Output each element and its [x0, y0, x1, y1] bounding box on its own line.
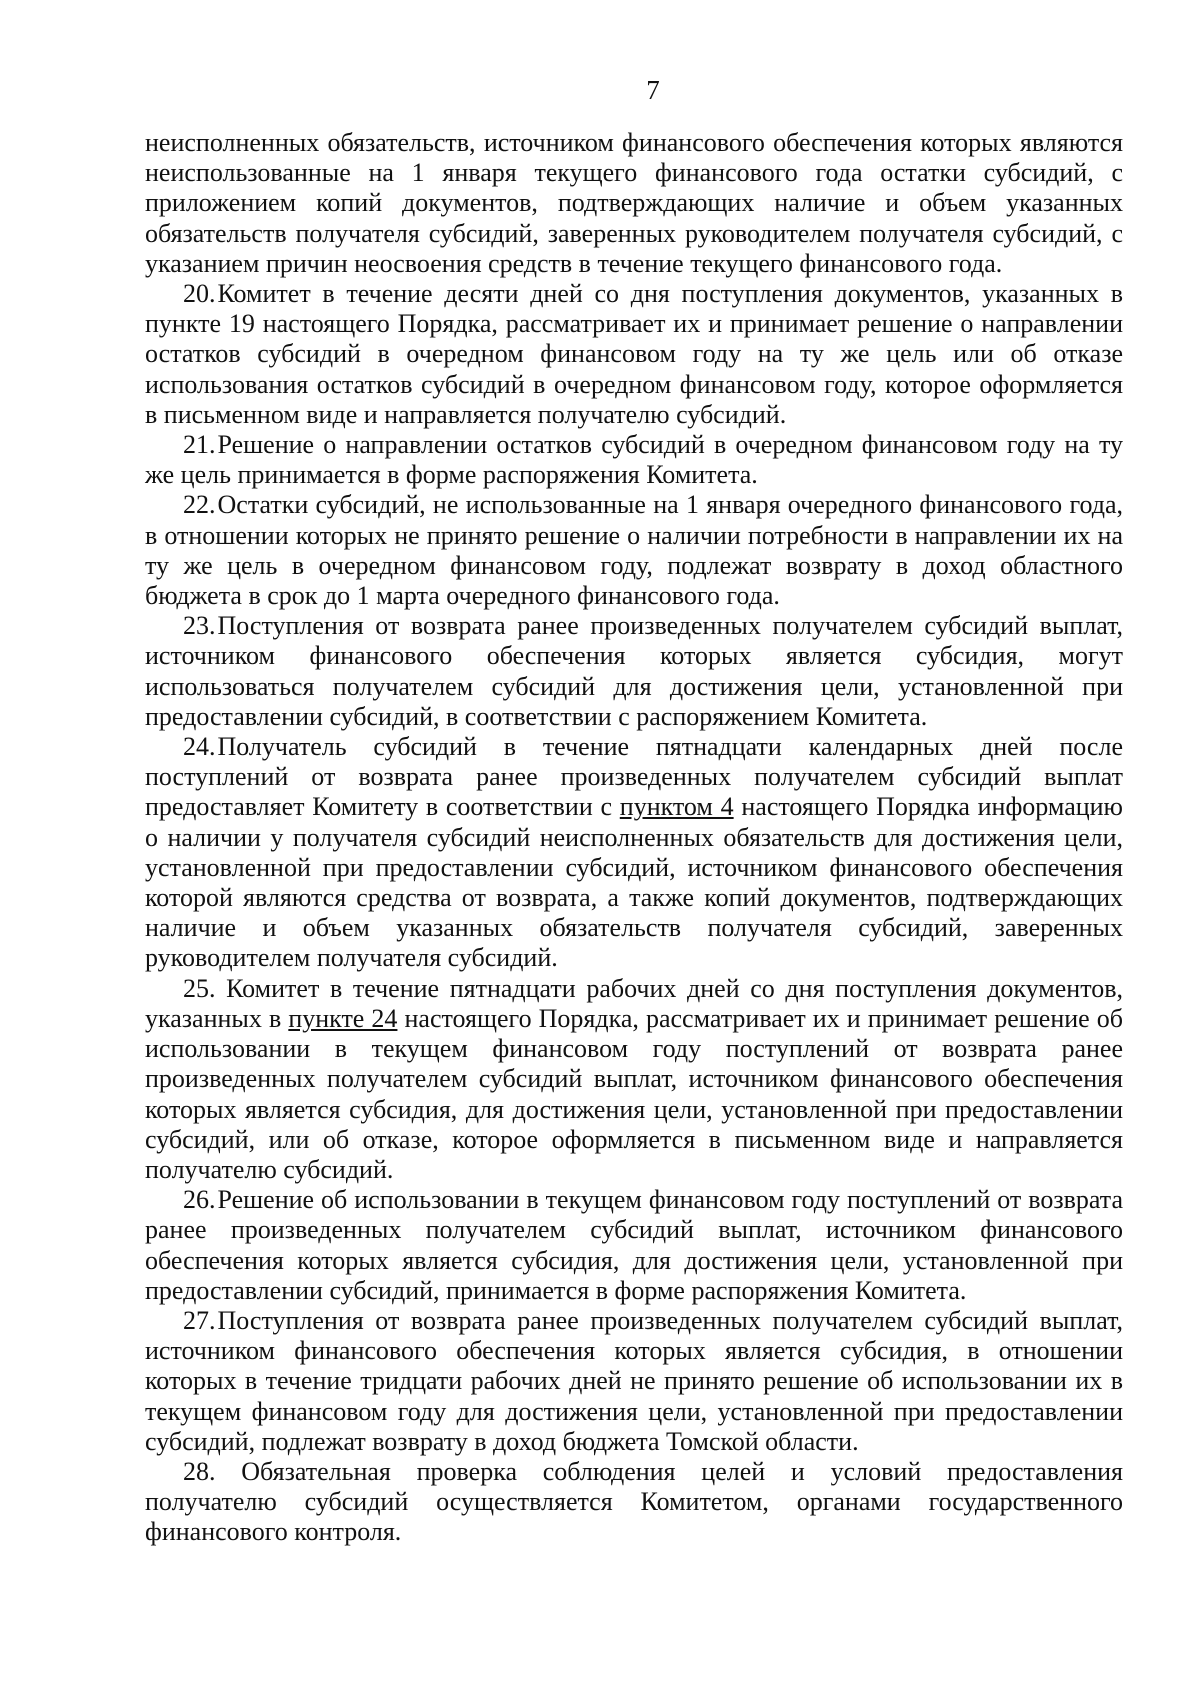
paragraph-text-before: Комитет в течение пятнадцати рабочих дней со дня поступления документов, указанных в [145, 973, 1123, 1033]
paragraph-27 [145, 1306, 1123, 1457]
document-page [145, 70, 1123, 1548]
paragraph-number: 21. [183, 430, 216, 460]
paragraph-text: неисполненных обязательств, источником финансового обеспечения которых являются неиспользованные на 1 января текущего финансового года остатки субсидий, с приложением копий документов, подтверждающих наличие и объем указанных обязательств получателя субсидий, заверенных руководителем получателя субсидий, с указанием причин неосвоения средств в течение текущего финансового года. [145, 128, 1123, 278]
paragraph-number: 25. [183, 973, 216, 1003]
paragraph-28 [145, 1457, 1123, 1548]
paragraph-number: 24. [183, 732, 216, 762]
paragraph-text: Решение об использовании в текущем финансовом году поступлений от возврата ранее произведенных получателем субсидий выплат, источником финансового обеспечения которых является субсидия, для достижения цели, установленной при предоставлении субсидий, принимается в форме распоряжения Комитета. [145, 1185, 1123, 1305]
paragraph-text: Решение о направлении остатков субсидий в очередном финансовом году на ту же цель принимается в форме распоряжения Комитета. [145, 430, 1123, 490]
paragraph-text: Обязательная проверка соблюдения целей и условий предоставления получателю субсидий осуществляется Комитетом, органами государственного финансового контроля. [145, 1456, 1123, 1547]
paragraph-text: Комитет в течение десяти дней со дня поступления документов, указанных в пункте 19 настоящего Порядка, рассматривает их и принимает решение о направлении остатков субсидий в очередном финансовом году на ту же цель или об отказе использования остатков субсидий в очередном финансовом году, которое оформляется в письменном виде и направляется получателю субсидий. [145, 279, 1123, 429]
paragraph-number: 26. [183, 1185, 216, 1215]
paragraph-23 [145, 611, 1123, 732]
link-punkt-24[interactable]: пункте 24 [288, 1003, 398, 1033]
page-number: 7 [646, 75, 660, 105]
paragraph-24 [145, 732, 1123, 974]
paragraph-21 [145, 430, 1123, 490]
paragraph-26 [145, 1185, 1123, 1306]
paragraph-text-before: Получатель субсидий в течение пятнадцати календарных дней после поступлений от возврата ранее произведенных получателем субсидий выплат предоставляет Комитету в соответствии с [145, 732, 1123, 822]
link-punkt-4[interactable]: пунктом 4 [619, 792, 734, 822]
paragraph-text-after: настоящего Порядка информацию о наличии у получателя субсидий неисполненных обязательств для достижения цели, установленной при предоставлении субсидий, источником финансового обеспечения которой являются средства от возврата, а также копий документов, подтверждающих наличие и объем указанных обязательств получателя субсидий, заверенных руководителем получателя субсидий. [145, 792, 1123, 973]
paragraph-number: 23. [183, 611, 216, 641]
paragraph-continuation [145, 128, 1123, 279]
paragraph-20 [145, 279, 1123, 430]
paragraph-number: 28. [183, 1456, 216, 1486]
paragraph-number: 27. [183, 1305, 216, 1335]
paragraph-text: Поступления от возврата ранее произведенных получателем субсидий выплат, источником финансового обеспечения которых является субсидия, в отношении которых в течение тридцати рабочих дней не принято решение об использовании их в текущем финансовом году для достижения цели, установленной при предоставлении субсидий, подлежат возврату в доход бюджета Томской области. [145, 1305, 1123, 1456]
paragraph-text-after: настоящего Порядка, рассматривает их и принимает решение об использовании в текущем финансовом году поступлений от возврата ранее произведенных получателем субсидий выплат, источником финансового обеспечения которых является субсидия, для достижения цели, установленной при предоставлении субсидий, или об отказе, которое оформляется в письменном виде и направляется получателю субсидий. [145, 1003, 1123, 1184]
paragraph-number: 20. [183, 279, 216, 309]
paragraph-25 [145, 974, 1123, 1185]
paragraph-number: 22. [183, 490, 216, 520]
paragraph-text: Остатки субсидий, не использованные на 1 января очередного финансового года, в отношении которых не принято решение о наличии потребности в направлении их на ту же цель в очередном финансовом году, подлежат возврату в доход областного бюджета в срок до 1 марта очередного финансового года. [145, 490, 1123, 611]
paragraph-text: Поступления от возврата ранее произведенных получателем субсидий выплат, источником финансового обеспечения которых является субсидия, могут использоваться получателем субсидий для достижения цели, установленной при предоставлении субсидий, в соответствии с распоряжением Комитета. [145, 611, 1123, 731]
paragraph-22 [145, 490, 1123, 611]
